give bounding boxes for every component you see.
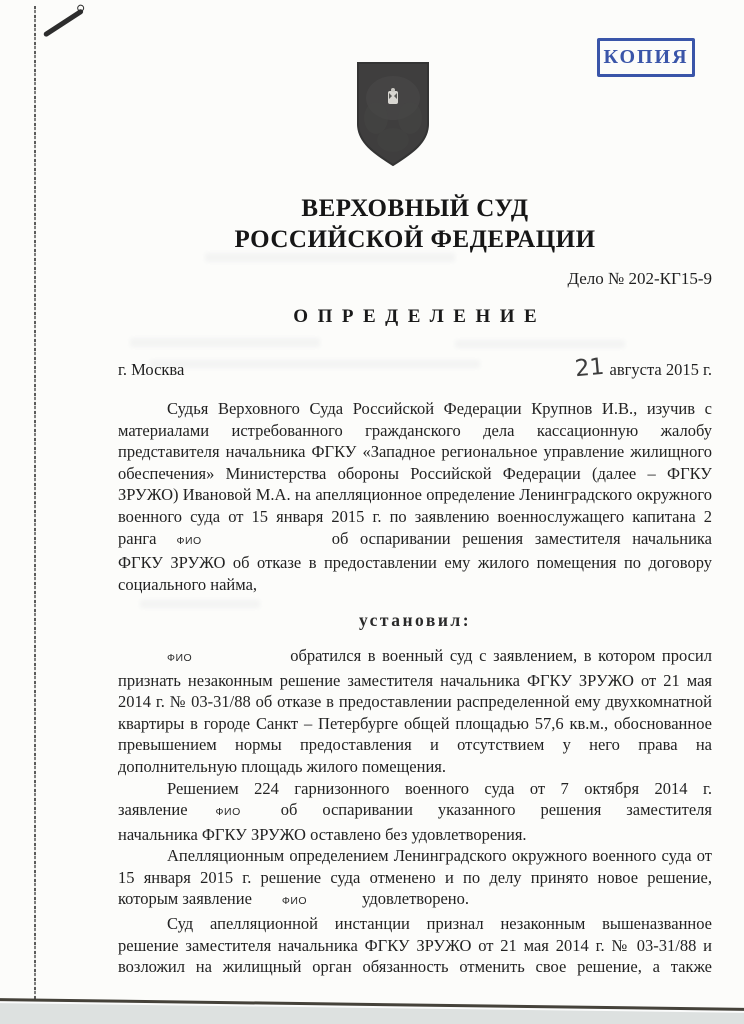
paragraph-garrison-decision	[118, 778, 712, 846]
dateline-date-rest: августа 2015 г.	[609, 360, 712, 379]
case-number: Дело № 202-КГ15-9	[567, 269, 712, 288]
pen-checkmark	[43, 8, 84, 37]
paragraph-preamble-text-a: Судья Верховного Суда Российской Федерации Крупнов И.В., изучив с материалами истребованного гражданского дела кассационную жалобу представителя начальника ФГКУ «Западное региональное управление жилищного обеспечения» Министерства обороны Российской Федерации (далее – ФГКУ ЗРУЖО) Ивановой М.А. на апелляционное определение Ленинградского окружного военного суда от 15 января 2015 г. по заявлению военнослужащего капитана 2 ранга	[118, 399, 712, 548]
paragraph-claim	[118, 645, 712, 778]
resolution-heading: установил:	[358, 610, 472, 631]
scan-edge-artifact	[34, 6, 36, 1000]
paragraph-appeal-ruling: Суд апелляционной инстанции признал незаконным вышеназванное решение заместителя начальника ФГКУ ЗРУЖО от 21 мая 2014 г. № 03-31/88 и возложил на жилищный орган обязанность отменить свое решение, а также	[118, 914, 712, 977]
document-content	[118, 0, 712, 978]
court-title-line1: ВЕРХОВНЫЙ СУД	[301, 195, 529, 222]
paragraph-preamble-text-b: об оспаривании решения заместителя начальника ФГКУ ЗРУЖО об отказе в предоставлении ему жилого помещения по договору социального найма,	[118, 528, 712, 594]
court-title-line2: РОССИЙСКОЙ ФЕДЕРАЦИИ	[234, 226, 596, 253]
redacted-name: ФИО	[167, 651, 193, 664]
redacted-name: ФИО	[281, 895, 308, 908]
dateline-date	[575, 355, 712, 381]
coat-of-arms-icon	[96, 60, 690, 168]
copy-stamp-label: КОПИЯ	[603, 46, 689, 68]
paragraph-appeal-text-a: Апелляционным определением Ленинградского окружного военного суда от 15 января 2015 г. решение суда отменено и по делу принято новое решение, которым заявление	[118, 846, 712, 909]
paragraph-garrison-text-a: Решением 224 гарнизонного военного суда от 7 октября 2014 г. заявление	[118, 778, 712, 820]
redacted-name: ФИО	[176, 534, 202, 547]
dateline-city: г. Москва	[118, 360, 185, 379]
paragraph-appeal-decision	[118, 845, 712, 913]
paragraph-garrison-text-b: об оспаривании указанного решения заместителя начальника ФГКУ ЗРУЖО оставлено без удовлетворения.	[118, 800, 712, 844]
handwritten-day: 21	[574, 353, 606, 383]
paragraph-appeal-text-b: удовлетворено.	[362, 889, 470, 909]
dateline	[118, 355, 712, 381]
redacted-name: ФИО	[215, 806, 241, 819]
paragraph-claim-text: обратился в военный суд с заявлением, в котором просил признать незаконным решение заместителя начальника ФГКУ ЗРУЖО от 21 мая 2014 г. № 03-31/88 об отказе в предоставлении распределенной ему двухкомнатной квартиры в городе Санкт – Петербурге общей площадью 57,6 кв.м., обоснованное превышением нормы предоставления и отсутствием у него права на дополнительную площадь жилого помещения.	[118, 645, 712, 776]
paragraph-preamble	[118, 398, 712, 595]
court-title	[118, 193, 712, 255]
document-type-heading: ОПРЕДЕЛЕНИЕ	[293, 306, 547, 327]
